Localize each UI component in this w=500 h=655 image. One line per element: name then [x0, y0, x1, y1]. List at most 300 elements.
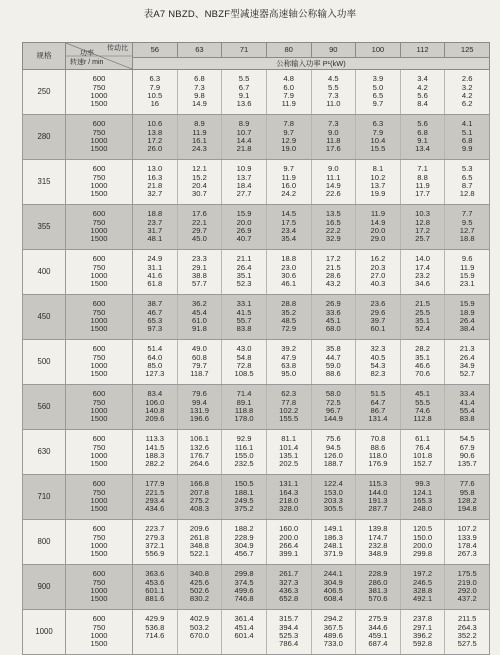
power-value: 6.5 — [372, 91, 384, 100]
power-value: 16.1 — [192, 136, 207, 145]
power-value: 36.2 — [192, 299, 207, 309]
power-value: 57.7 — [192, 279, 207, 289]
speed-value: 750 — [92, 262, 106, 272]
power-value: 176.7 — [189, 451, 209, 460]
power-value: 149.1 — [323, 524, 343, 534]
power-value: 282.2 — [145, 459, 165, 469]
power-value: 7.9 — [149, 82, 161, 92]
speed-value: 750 — [92, 397, 106, 407]
power-value: 267.3 — [457, 549, 477, 559]
power-value: 3.2 — [461, 82, 473, 92]
power-value: 15.2 — [192, 172, 207, 182]
power-value: 176.9 — [368, 459, 388, 469]
power-value: 9.5 — [461, 217, 473, 227]
power-value: 200.0 — [413, 541, 433, 550]
power-cell — [311, 475, 356, 520]
power-value: 21.5 — [325, 262, 341, 272]
power-value: 177.9 — [145, 479, 165, 489]
power-cell — [177, 160, 222, 205]
power-value: 30.6 — [281, 271, 297, 280]
power-value: 55.4 — [459, 406, 475, 415]
speed-value: 750 — [92, 577, 106, 587]
power-value: 16.2 — [370, 254, 386, 264]
power-value: 30.7 — [192, 189, 207, 199]
speed-value: 600 — [92, 524, 106, 534]
power-value: 150.5 — [234, 479, 254, 489]
power-value: 11.9 — [281, 99, 296, 109]
power-value: 6.3 — [149, 74, 161, 84]
power-cell — [445, 520, 490, 565]
power-cell — [311, 610, 356, 655]
power-value: 141.5 — [145, 442, 165, 452]
power-cell — [133, 520, 178, 565]
power-value: 17.6 — [325, 144, 341, 154]
power-value: 453.6 — [145, 577, 165, 587]
speed-value: 1000 — [90, 586, 108, 595]
power-value: 830.2 — [189, 594, 209, 604]
speed-value: 1000 — [90, 91, 108, 100]
power-value: 27.0 — [370, 271, 386, 280]
power-value: 429.9 — [145, 614, 165, 624]
power-cell — [400, 610, 445, 655]
power-value: 299.8 — [234, 569, 254, 579]
power-cell — [311, 295, 356, 340]
power-value: 71.4 — [236, 389, 252, 399]
ratio-header: 56 — [133, 43, 178, 58]
power-cell — [177, 295, 222, 340]
speed-cell — [66, 295, 133, 340]
power-cell — [222, 70, 267, 115]
power-cell — [222, 205, 267, 250]
power-value: 40.5 — [370, 352, 386, 362]
power-cell — [445, 430, 490, 475]
power-cell — [177, 70, 222, 115]
power-cell — [400, 520, 445, 565]
power-value: 38.8 — [192, 271, 207, 280]
power-value: 10.6 — [147, 119, 163, 129]
power-value: 456.7 — [234, 549, 254, 559]
power-value: 155.5 — [279, 414, 299, 424]
power-cell — [356, 520, 401, 565]
power-cell — [400, 160, 445, 205]
speed-cell — [66, 565, 133, 610]
power-value: 746.8 — [234, 594, 254, 604]
power-value: 527.5 — [457, 639, 477, 649]
power-value — [222, 640, 266, 648]
power-cell — [133, 475, 178, 520]
power-value: 232.5 — [234, 459, 254, 469]
power-cell — [356, 70, 401, 115]
power-value: 52.4 — [415, 324, 430, 334]
power-value: 786.4 — [279, 639, 299, 649]
power-cell — [177, 475, 222, 520]
power-value: 67.9 — [459, 442, 475, 452]
speed-value: 1000 — [90, 406, 108, 415]
power-value: 203.3 — [323, 496, 343, 505]
power-value: 15.9 — [236, 209, 252, 219]
power-cell — [400, 565, 445, 610]
power-cell — [133, 565, 178, 610]
table-row — [23, 520, 490, 565]
power-cell — [222, 115, 267, 160]
power-value: 33.6 — [325, 307, 341, 317]
power-value: 7.8 — [283, 119, 294, 129]
power-value: 248.0 — [413, 504, 433, 514]
power-value: 46.7 — [147, 307, 163, 317]
power-value: 237.8 — [413, 614, 433, 624]
power-value: 35.4 — [281, 234, 297, 244]
power-value: 18.9 — [459, 307, 475, 317]
speed-value: 1500 — [90, 144, 108, 154]
power-value: 83.8 — [236, 324, 252, 334]
power-value: 44.7 — [325, 352, 341, 362]
speed-value: 1500 — [90, 549, 108, 559]
power-value: 178.4 — [457, 541, 477, 550]
power-value: 3.4 — [417, 74, 428, 84]
power-value: 23.4 — [281, 226, 297, 235]
table-row — [23, 295, 490, 340]
ratio-header: 80 — [266, 43, 311, 58]
power-value: 25.7 — [415, 234, 430, 244]
speed-value: 750 — [92, 532, 106, 542]
power-value: 60.8 — [192, 352, 207, 362]
power-value: 9.0 — [328, 127, 339, 137]
power-value: 11.9 — [370, 209, 386, 219]
power-cell — [222, 610, 267, 655]
power-value: 107.2 — [457, 524, 477, 534]
power-value: 299.8 — [413, 549, 433, 559]
table-row — [23, 250, 490, 295]
power-value: 120.5 — [413, 524, 433, 534]
power-value: 90.6 — [459, 451, 475, 460]
power-value: 459.1 — [368, 631, 388, 640]
power-value: 499.6 — [234, 586, 254, 595]
power-subheader: 公称输入功率 P¹(kW) — [133, 57, 490, 69]
power-value: 372.1 — [145, 541, 165, 550]
spec-cell: 710 — [23, 475, 66, 520]
power-cell — [222, 340, 267, 385]
power-value: 106.1 — [189, 434, 209, 444]
power-value: 32.9 — [325, 234, 341, 244]
power-value: 70.6 — [415, 369, 430, 379]
power-value: 232.8 — [368, 541, 388, 550]
power-value: 96.7 — [325, 406, 341, 415]
power-cell — [445, 70, 490, 115]
speed-value: 750 — [92, 172, 106, 182]
power-value: 275.9 — [368, 614, 388, 624]
power-value: 202.5 — [279, 459, 299, 469]
power-value: 21.3 — [459, 344, 475, 354]
power-cell — [222, 475, 267, 520]
power-value: 101.4 — [279, 442, 299, 452]
power-value: 43.2 — [325, 279, 341, 289]
spec-cell: 800 — [23, 520, 66, 565]
power-cell — [445, 475, 490, 520]
speed-value: 1000 — [90, 271, 108, 280]
power-value: 76.4 — [415, 442, 430, 452]
spec-cell: 500 — [23, 340, 66, 385]
power-value: 14.4 — [236, 136, 252, 145]
power-value: 209.6 — [145, 414, 165, 424]
power-value: 16.0 — [281, 181, 297, 190]
spec-header: 规格 — [23, 43, 66, 70]
power-value: 23.6 — [370, 299, 386, 309]
speed-cell — [66, 520, 133, 565]
power-cell — [133, 205, 178, 250]
power-value: 61.0 — [192, 316, 207, 325]
power-value: 3.9 — [372, 74, 384, 84]
power-cell — [311, 250, 356, 295]
power-value: 28.8 — [281, 299, 297, 309]
power-value: 17.2 — [415, 226, 430, 235]
speed-value: 1000 — [90, 631, 108, 640]
power-cell — [311, 70, 356, 115]
power-value: 8.4 — [417, 99, 428, 109]
power-value: 10.4 — [370, 136, 386, 145]
power-value: 88.6 — [370, 442, 386, 452]
power-cell — [311, 115, 356, 160]
power-value: 22.6 — [325, 189, 341, 199]
power-cell — [222, 385, 267, 430]
power-value: 10.5 — [147, 91, 163, 100]
power-cell — [356, 295, 401, 340]
speed-value: 600 — [92, 614, 106, 624]
power-value: 23.7 — [147, 217, 163, 227]
power-value: 536.8 — [145, 622, 165, 632]
power-value: 11.9 — [192, 127, 207, 137]
power-value: 55.7 — [236, 316, 252, 325]
power-value: 209.6 — [189, 524, 209, 534]
ratio-header: 125 — [445, 43, 490, 58]
power-cell — [445, 610, 490, 655]
power-value: 45.1 — [325, 316, 341, 325]
power-value: 196.6 — [189, 414, 209, 424]
power-value: 40.3 — [370, 279, 386, 289]
speed-cell — [66, 430, 133, 475]
speed-value: 1500 — [90, 189, 108, 199]
power-value: 24.2 — [281, 189, 297, 199]
speed-value: 1500 — [90, 504, 108, 514]
power-cell — [311, 340, 356, 385]
power-value: 18.8 — [459, 234, 475, 244]
speed-cell — [66, 205, 133, 250]
power-value: 492.1 — [413, 594, 433, 604]
power-cell — [400, 70, 445, 115]
power-value: 133.9 — [457, 532, 477, 542]
power-cell — [311, 205, 356, 250]
speed-cell — [66, 340, 133, 385]
speed-value: 600 — [92, 299, 106, 309]
power-value: 106.0 — [145, 397, 165, 407]
power-value: 8.8 — [417, 172, 428, 182]
power-value: 371.9 — [323, 549, 343, 559]
power-value: 12.8 — [415, 217, 430, 227]
power-value: 525.3 — [279, 631, 299, 640]
speed-value: 1500 — [90, 324, 108, 334]
power-value: 687.4 — [368, 639, 388, 649]
power-value: 88.6 — [325, 369, 341, 379]
power-cell — [177, 520, 222, 565]
power-value: 188.2 — [234, 524, 254, 534]
power-value: 881.6 — [145, 594, 165, 604]
power-value: 79.6 — [192, 389, 207, 399]
power-value: 33.1 — [236, 299, 252, 309]
power-value: 63.8 — [281, 361, 297, 370]
power-cell — [266, 115, 311, 160]
power-value: 399.1 — [279, 549, 299, 559]
power-cell — [133, 430, 178, 475]
power-value: 17.2 — [147, 136, 163, 145]
power-value: 79.7 — [192, 361, 207, 370]
power-value: 601.1 — [145, 586, 165, 595]
power-cell — [356, 340, 401, 385]
power-value: 22.1 — [192, 217, 207, 227]
power-value: 327.3 — [279, 577, 299, 587]
power-value: 294.2 — [323, 614, 343, 624]
speed-value: 1000 — [90, 181, 108, 190]
power-value: 122.4 — [323, 479, 343, 489]
power-value: 292.0 — [457, 586, 477, 595]
spec-cell: 560 — [23, 385, 66, 430]
power-value: 41.6 — [147, 271, 163, 280]
power-value: 34.9 — [459, 361, 475, 370]
ratio-header: 112 — [400, 43, 445, 58]
power-cell — [266, 295, 311, 340]
power-value: 344.6 — [368, 622, 388, 632]
power-value: 46.6 — [415, 361, 430, 370]
power-value: 24.9 — [147, 254, 163, 264]
power-value: 13.8 — [147, 127, 163, 137]
table-row — [23, 70, 490, 115]
power-value: 5.0 — [372, 82, 384, 92]
power-value: 118.0 — [368, 451, 388, 460]
power-cell — [133, 610, 178, 655]
power-table — [22, 42, 490, 655]
power-cell — [356, 475, 401, 520]
power-cell — [266, 565, 311, 610]
table-row — [23, 610, 490, 655]
power-value — [133, 640, 177, 648]
power-value: 11.8 — [326, 136, 341, 145]
speed-value: 1000 — [90, 541, 108, 550]
power-cell — [133, 340, 178, 385]
power-value: 29.1 — [192, 262, 207, 272]
power-value: 9.6 — [461, 254, 473, 264]
power-value: 58.0 — [325, 389, 341, 399]
power-value: 35.2 — [281, 307, 297, 317]
power-value: 83.4 — [147, 389, 163, 399]
power-cell — [400, 385, 445, 430]
power-value: 118.7 — [190, 369, 209, 379]
power-value: 81.1 — [281, 434, 297, 444]
power-value: 219.0 — [457, 577, 477, 587]
table-row — [23, 160, 490, 205]
power-cell — [311, 565, 356, 610]
power-value: 27.7 — [236, 189, 252, 199]
power-value: 152.7 — [413, 459, 433, 469]
spec-cell: 1000 — [23, 610, 66, 655]
power-value: 11.1 — [326, 172, 341, 182]
power-value: 164.3 — [279, 487, 299, 497]
power-value: 522.1 — [189, 549, 209, 559]
power-value: 15.5 — [370, 144, 386, 154]
speed-value: 600 — [92, 344, 106, 354]
power-value: 32.3 — [370, 344, 386, 354]
power-value: 38.7 — [147, 299, 163, 309]
power-value: 293.4 — [145, 496, 165, 505]
power-value: 150.0 — [413, 532, 433, 542]
power-cell — [356, 205, 401, 250]
power-cell — [266, 340, 311, 385]
power-value: 7.9 — [283, 91, 294, 100]
power-value: 4.8 — [283, 74, 294, 84]
power-cell — [311, 430, 356, 475]
power-value: 94.5 — [325, 442, 341, 452]
power-value: 503.2 — [189, 622, 209, 632]
power-value: 4.5 — [328, 74, 339, 84]
power-cell — [400, 340, 445, 385]
speed-cell — [66, 250, 133, 295]
power-value: 13.4 — [415, 144, 430, 154]
power-value: 23.3 — [192, 254, 207, 264]
power-value: 406.5 — [323, 586, 343, 595]
power-value: 135.7 — [457, 459, 477, 469]
power-value: 248.1 — [323, 541, 343, 550]
power-value: 61.1 — [415, 434, 430, 444]
speed-value: 750 — [92, 487, 106, 497]
ratio-header: 71 — [222, 43, 267, 58]
power-value: 62.3 — [281, 389, 297, 399]
power-value: 186.3 — [323, 532, 343, 542]
power-value: 352.2 — [457, 631, 477, 640]
power-cell — [266, 160, 311, 205]
speed-value: 600 — [92, 74, 106, 84]
power-value: 489.6 — [323, 631, 343, 640]
power-value: 5.6 — [417, 91, 428, 100]
power-value: 5.1 — [461, 127, 473, 137]
power-value: 261.7 — [279, 569, 299, 579]
power-value: 340.8 — [189, 569, 209, 579]
power-value: 131.1 — [279, 479, 299, 489]
power-value: 32.7 — [147, 189, 163, 199]
power-value: 601.4 — [234, 631, 254, 640]
power-value: 287.7 — [368, 504, 388, 514]
power-value: 374.5 — [234, 577, 254, 587]
power-value: 13.5 — [325, 209, 341, 219]
power-cell — [222, 160, 267, 205]
power-value: 112.8 — [413, 414, 432, 424]
power-value: 35.1 — [415, 352, 430, 362]
spec-cell: 250 — [23, 70, 66, 115]
power-value: 396.2 — [413, 631, 433, 640]
power-value: 6.8 — [417, 127, 428, 137]
power-value: 45.1 — [415, 389, 430, 399]
speed-value: 750 — [92, 622, 106, 632]
power-value: 160.0 — [279, 524, 299, 534]
power-value: 5.6 — [417, 119, 428, 129]
power-value: 54.8 — [236, 352, 252, 362]
power-value: 64.7 — [370, 397, 386, 407]
power-cell — [222, 565, 267, 610]
speed-value: 1500 — [90, 369, 108, 379]
power-value: 7.9 — [372, 127, 384, 137]
power-cell — [400, 295, 445, 340]
power-cell — [400, 205, 445, 250]
power-value: 155.0 — [234, 451, 254, 460]
power-value: 21.8 — [147, 181, 163, 190]
spec-cell: 400 — [23, 250, 66, 295]
power-value: 556.9 — [145, 549, 165, 559]
